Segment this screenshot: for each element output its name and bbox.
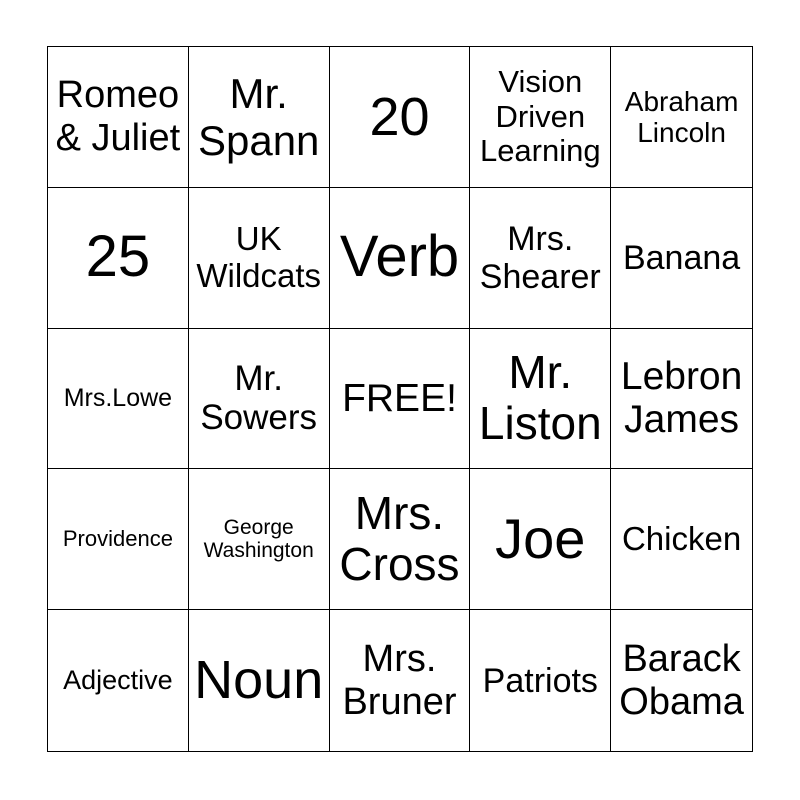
cell-label: Abraham Lincoln [624,85,739,148]
cell-label: UK Wildcats [196,219,322,294]
bingo-cell[interactable] [48,188,189,329]
bingo-cell[interactable] [611,47,752,188]
bingo-cell[interactable] [611,188,752,329]
bingo-cell[interactable] [470,610,611,751]
cell-label: Mrs. Shearer [479,219,601,296]
bingo-board [47,46,753,752]
bingo-cell[interactable] [470,329,611,470]
cell-label: Mrs. Bruner [342,638,457,723]
cell-label: Mr. Liston [478,345,602,450]
cell-label: George Washington [203,515,314,563]
cell-label: Patriots [482,661,598,700]
cell-label: Chicken [621,519,742,557]
bingo-cell[interactable] [330,188,471,329]
cell-label: Lebron James [620,354,743,442]
bingo-cell[interactable] [48,329,189,470]
bingo-cell[interactable] [330,329,471,470]
bingo-cell[interactable] [189,610,330,751]
cell-label: 25 [85,224,151,290]
cell-label: Adjective [63,665,173,696]
cell-label: Mr. Spann [197,69,320,164]
cell-label: Verb [339,224,460,290]
cell-label: Mrs. Cross [339,486,460,591]
bingo-cell[interactable] [470,47,611,188]
cell-label: FREE! [342,376,457,420]
cell-label: Joe [495,506,586,570]
bingo-cell[interactable] [330,47,471,188]
bingo-cell[interactable] [330,610,471,751]
bingo-cell[interactable] [189,329,330,470]
bingo-cell[interactable] [189,47,330,188]
bingo-cell[interactable] [48,610,189,751]
bingo-cell[interactable] [48,469,189,610]
cell-label: Banana [622,238,741,277]
bingo-cell[interactable] [611,469,752,610]
cell-label: Noun [194,650,324,711]
bingo-cell[interactable] [48,47,189,188]
bingo-cell[interactable] [189,469,330,610]
cell-label: Romeo & Juliet [55,74,181,159]
bingo-cell[interactable] [330,469,471,610]
cell-label: Providence [62,525,173,551]
cell-label: Barack Obama [619,638,744,723]
bingo-cell[interactable] [470,188,611,329]
bingo-cell[interactable] [611,610,752,751]
bingo-cell[interactable] [470,469,611,610]
cell-label: Vision Driven Learning [479,63,601,169]
bingo-cell[interactable] [189,188,330,329]
cell-label: Mrs.Lowe [63,384,173,413]
cell-label: Mr. Sowers [200,359,318,438]
cell-label: 20 [369,86,430,147]
bingo-cell[interactable] [611,329,752,470]
